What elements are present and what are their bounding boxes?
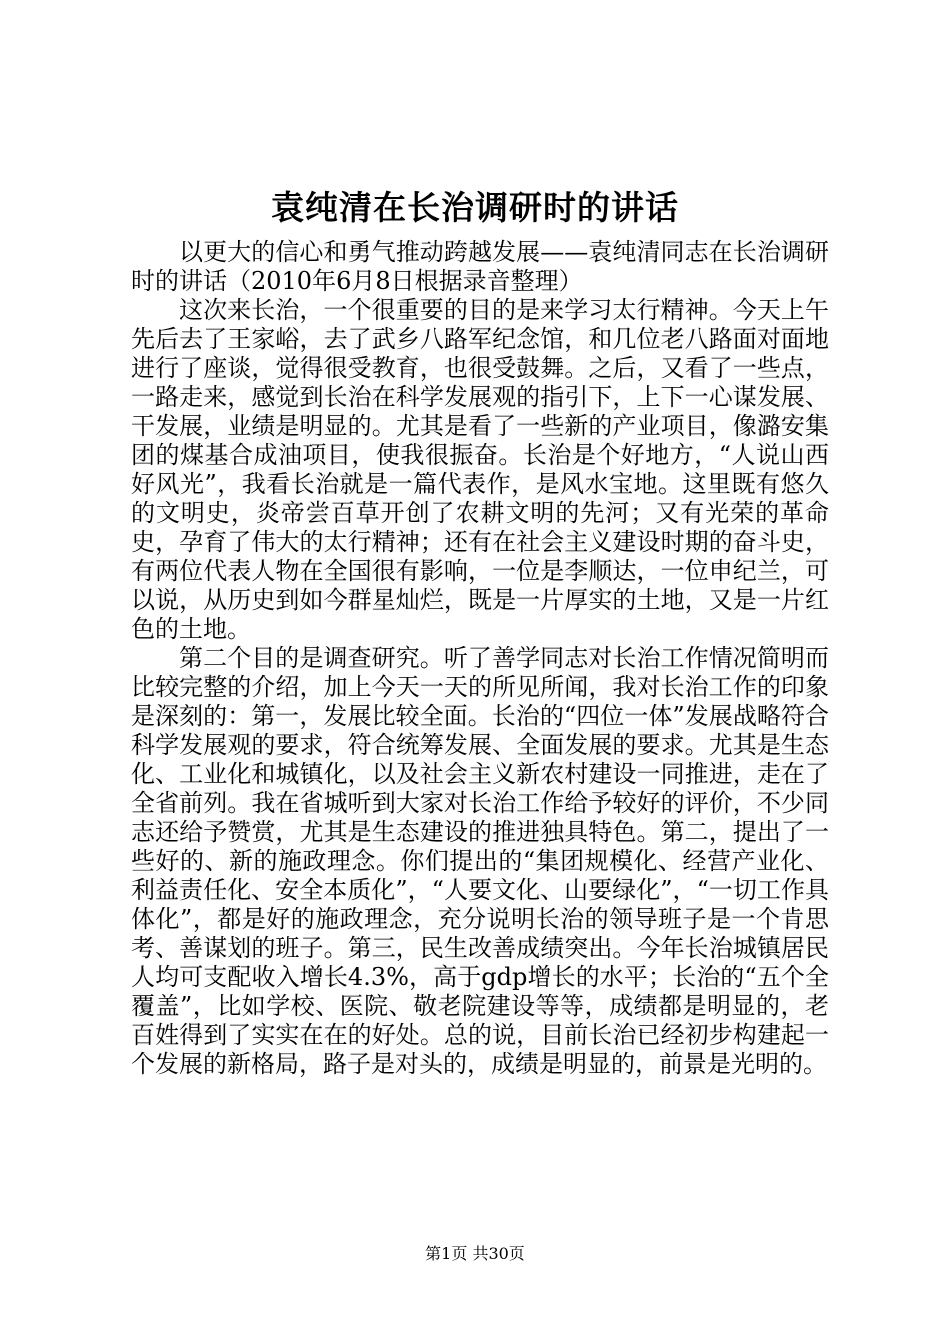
document-title: 袁纯清在长治调研时的讲话 — [271, 188, 679, 227]
paragraph-2: 第二个目的是调查研究。听了善学同志对长治工作情况简明而比较完整的介绍，加上今天一天的所见所闻，我对长治工作的印象是深刻的：第一，发展比较全面。长治的“四位一体”发展战略符合科学发展观的要求，符合统筹发展、全面发展的要求。尤其是生态化、工业化和城镇化，以及社会主义新农村建设一同推进，走在了全省前列。我在省城听到大家对长治工作给予较好的评价，不少同志还给予赞赏，尤其是生态建设的推进独具特色。第二，提出了一些好的、新的施政理念。你们提出的“集团规模化、经营产业化、利益责任化、安全本质化”，“人要文化、山要绿化”，“一切工作具体化”，都是好的施政理念，充分说明长治的领导班子是一个肯思考、善谋划的班子。第三，民生改善成绩突出。今年长治城镇居民人均可支配收入增长4.3%，高于gdp增长的水平；长治的“五个全覆盖”，比如学校、医院、敬老院建设等等，成绩都是明显的，老百姓得到了实实在在的好处。总的说，目前长治已经初步构建起一个发展的新格局，路子是对头的，成绩是明显的，前景是光明的。 — [131, 644, 829, 1078]
paragraph-subtitle: 以更大的信心和勇气推动跨越发展——袁纯清同志在长治调研时的讲话（2010年6月8日根据录音整理） — [131, 238, 829, 295]
document-body — [131, 238, 829, 1079]
paragraph-1: 这次来长治，一个很重要的目的是来学习太行精神。今天上午先后去了王家峪，去了武乡八路军纪念馆，和几位老八路面对面地进行了座谈，觉得很受教育，也很受鼓舞。之后，又看了一些点，一路走来，感觉到长治在科学发展观的指引下，上下一心谋发展、干发展，业绩是明显的。尤其是看了一些新的产业项目，像潞安集团的煤基合成油项目，使我很振奋。长治是个好地方，“人说山西好风光”，我看长治就是一篇代表作，是风水宝地。这里既有悠久的文明史，炎帝尝百草开创了农耕文明的先河；又有光荣的革命史，孕育了伟大的太行精神；还有在社会主义建设时期的奋斗史，有两位代表人物在全国很有影响，一位是李顺达，一位申纪兰，可以说，从历史到如今群星灿烂，既是一片厚实的土地，又是一片红色的土地。 — [131, 296, 829, 643]
page-number-footer: 第1页 共30页 — [425, 1244, 525, 1263]
